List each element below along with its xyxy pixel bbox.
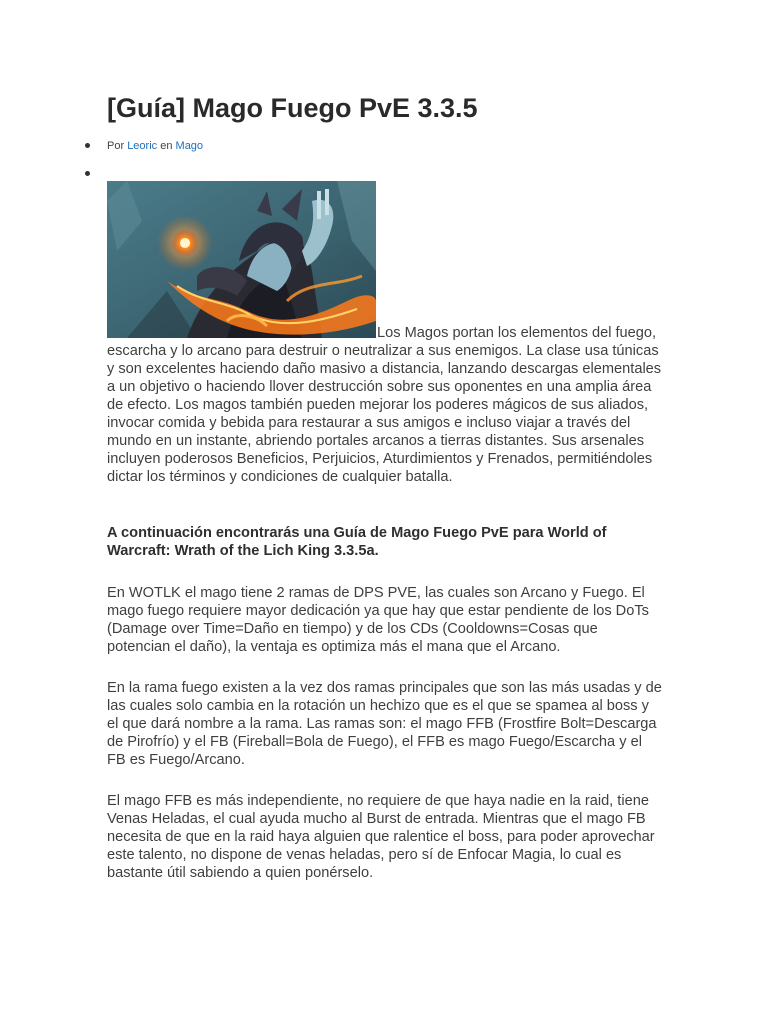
wotlk-paragraph: En WOTLK el mago tiene 2 ramas de DPS PVE, las cuales son Arcano y Fuego. El mago fuego requiere mayor dedicación ya que hay que estar pendiente de los DoTs (Damage over Time=Daño en tiempo) y de los CDs (Cooldowns=Cosas que potencian el daño), la ventaja es optimiza más el mana que el Arcano. — [107, 585, 649, 655]
intro-paragraph: Los Magos portan los elementos del fuego, escarcha y lo arcano para destruir o neutralizar a sus enemigos. La clase usa túnicas y son excelentes haciendo daño masivo a distancia, lanzando descargas elementales a un objetivo o haciendo llover destrucción sobre sus oponentes en una amplia área de efecto. Los magos también pueden mejorar los poderes mágicos de sus aliados, invocar comida y bebida para restaurar a sus amigos e incluso viajar a través del mundo en un instante, abriendo portales arcanos a tierras distantes. Sus arsenales incluyen poderosos Beneficios, Perjuicios, Aturdimientos y Frenados, permitiéndoles dictar los términos y condiciones de cualquier batalla. — [107, 325, 662, 485]
ffb-paragraph: El mago FFB es más independiente, no requiere de que haya nadie en la raid, tiene Venas Heladas, el cual ayuda mucho al Burst de entrada. Mientras que el mago FB necesita de que en la raid haya alguien que ralentice el boss, para poder aprovechar este talento, no dispone de venas heladas, pero sí de Enfocar Magia, lo cual es bastante útil sabiendo a quien ponérselo. — [107, 793, 655, 881]
meta-in-label: en — [160, 140, 173, 152]
author-link[interactable]: Leoric — [127, 140, 158, 152]
page-title: [Guía] Mago Fuego PvE 3.3.5 — [107, 93, 478, 123]
hero-image — [107, 181, 376, 338]
bullet-icon — [85, 171, 90, 176]
branches-paragraph: En la rama fuego existen a la vez dos ramas principales que son las más usadas y de las cuales solo cambia en la rotación un hechizo que es el que se spamea al boss y el que dará nombre a la rama. Las ramas son: el mago FFB (Frostfire Bolt=Descarga de Pirofrío) y el FB (Fireball=Bola de Fuego), el FFB es mago Fuego/Escarcha y el FB es Fuego/Arcano. — [107, 680, 662, 768]
section-subtitle: A continuación encontrarás una Guía de Mago Fuego PvE para World of Warcraft: Wrath of the Lich King 3.3.5a. — [107, 525, 607, 559]
post-meta — [107, 139, 203, 153]
meta-by-label: Por — [107, 140, 125, 152]
category-link[interactable]: Mago — [175, 140, 204, 152]
bullet-icon — [85, 143, 90, 148]
